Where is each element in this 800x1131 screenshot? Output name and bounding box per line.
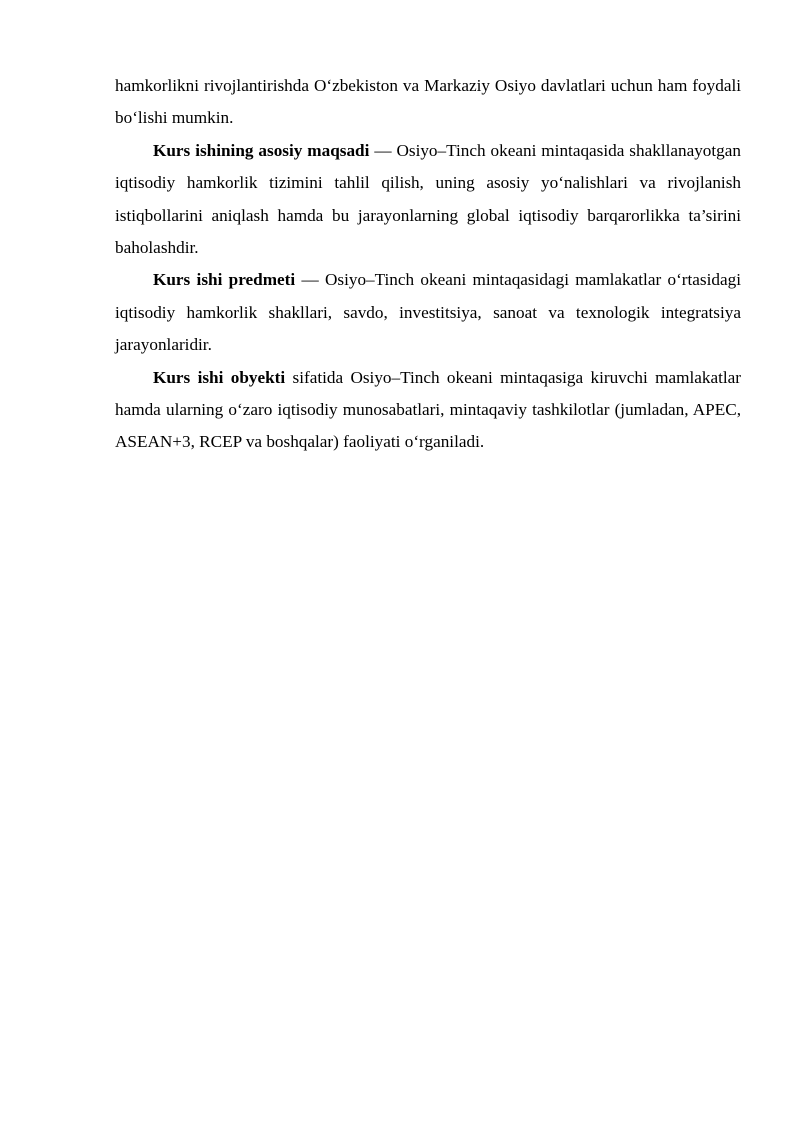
paragraph-text: — Osiyo–Tinch okeani mintaqasida shakllanayotgan iqtisodiy hamkorlik tizimini tahlil qilish, uning asosiy yo‘nalishlari va rivojlanish istiqbollarini aniqlash hamda bu jarayonlarning global iqtisodiy barqarorlikka ta’sirini baholashdir. bbox=[115, 140, 741, 258]
paragraph-text: hamkorlikni rivojlantirishda O‘zbekiston va Markaziy Osiyo davlatlari uchun ham foydali bo‘lishi mumkin. bbox=[115, 76, 741, 128]
term-subject: Kurs ishi predmeti bbox=[153, 270, 296, 290]
paragraph-goal bbox=[115, 135, 741, 265]
document-page bbox=[115, 70, 741, 459]
paragraph-object bbox=[115, 362, 741, 459]
paragraph-text: sifatida Osiyo–Tinch okeani mintaqasiga kiruvchi mamlakatlar hamda ularning o‘zaro iqtisodiy munosabatlari, mintaqaviy tashkilotlar (jumladan, APEC, ASEAN+3, RCEP va boshqalar) faoliyati o‘rganiladi. bbox=[115, 367, 741, 452]
term-goal: Kurs ishining asosiy maqsadi bbox=[153, 140, 370, 160]
paragraph-text: — Osiyo–Tinch okeani mintaqasidagi mamlakatlar o‘rtasidagi iqtisodiy hamkorlik shakllari, savdo, investitsiya, sanoat va texnologik integratsiya jarayonlaridir. bbox=[115, 270, 741, 355]
paragraph-subject bbox=[115, 264, 741, 361]
paragraph-continuation bbox=[115, 70, 741, 135]
term-object: Kurs ishi obyekti bbox=[153, 367, 286, 387]
